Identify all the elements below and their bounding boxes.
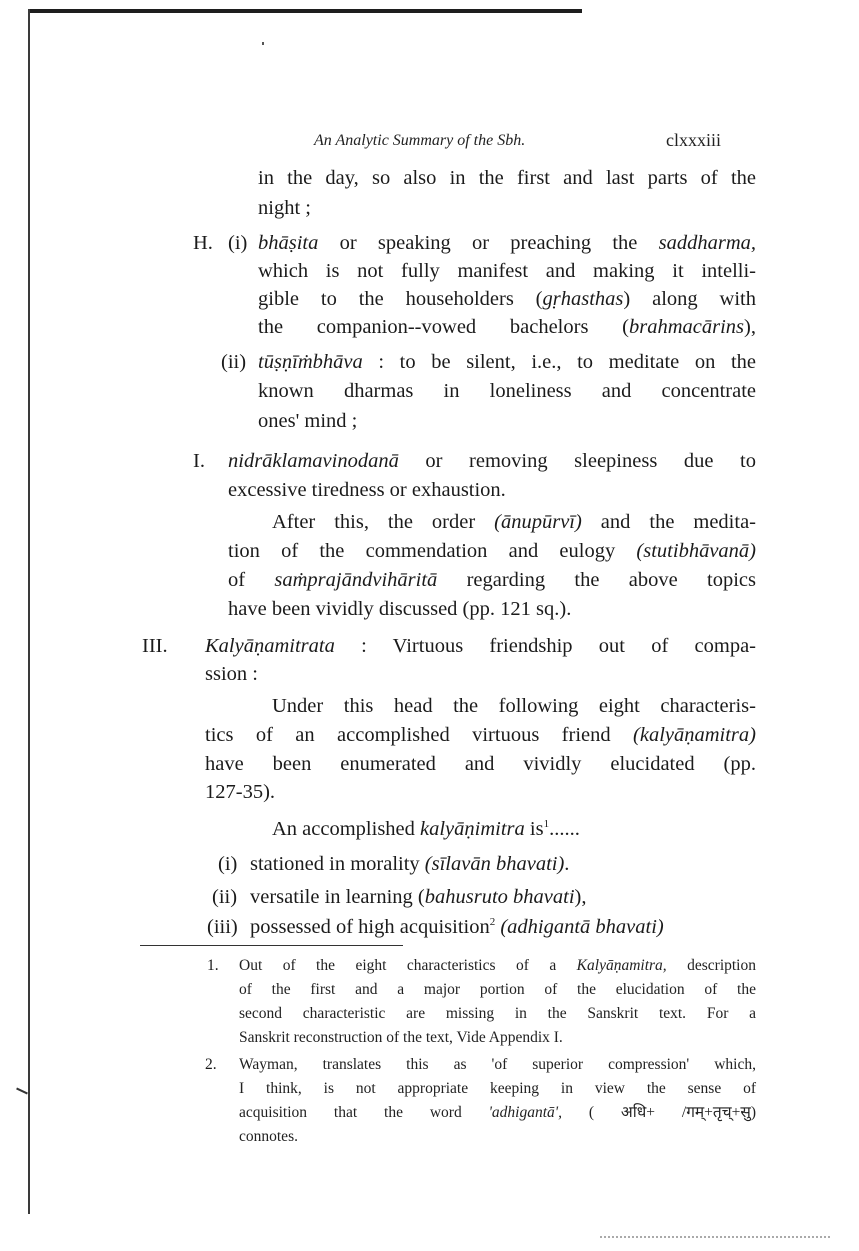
page-edge-line: [28, 9, 30, 1214]
footnote-line: connotes.: [239, 1128, 298, 1145]
body-line: Under this head the following eight characteris-: [272, 695, 756, 717]
sanskrit-term: (kalyāṇamitra): [633, 724, 756, 746]
list-item-label: (i): [218, 853, 238, 875]
footnote-label: 1.: [207, 957, 219, 974]
item-label-I: I.: [193, 450, 205, 472]
body-line: the companion--vowed bachelors (brahmacārins),: [258, 316, 756, 338]
list-item: stationed in morality (sīlavān bhavati).: [250, 853, 570, 875]
footnote-ref[interactable]: 1: [543, 818, 550, 831]
body-line: 127-35).: [205, 781, 276, 803]
devanagari-etymology: ( अधि+ /गम्+तृच्+सु): [561, 1104, 756, 1121]
scan-top-edge: [30, 9, 582, 13]
list-item: versatile in learning (bahusruto bhavati),: [250, 886, 587, 908]
body-line: have been enumerated and vividly elucidated (pp.: [205, 753, 756, 775]
footnote-line: I think, is not appropriate keeping in view the sense of: [239, 1080, 756, 1097]
sanskrit-term: 'adhigantā',: [488, 1104, 562, 1121]
body-line: which is not fully manifest and making it intelli-: [258, 260, 756, 282]
body-line: ones' mind ;: [258, 410, 358, 432]
body-line: ssion :: [205, 663, 258, 685]
sanskrit-term: saddharma,: [658, 232, 756, 254]
footnote-line: Wayman, translates this as 'of superior compression' which,: [239, 1056, 756, 1073]
sanskrit-term: (ānupūrvī): [494, 511, 582, 533]
sanskrit-term: (sīlavān bhavati): [424, 853, 565, 875]
body-line: Kalyāṇamitrata : Virtuous friendship out of compa-: [205, 635, 756, 657]
body-line: night ;: [258, 197, 311, 219]
sanskrit-term: Kalyāṇamitra,: [576, 957, 667, 974]
margin-mark: [16, 1088, 28, 1095]
footnote-label: 2.: [205, 1056, 217, 1073]
body-line: of saṁprajāndvihāritā regarding the above topics: [228, 569, 756, 591]
body-line: in the day, so also in the first and last parts of the: [258, 167, 756, 189]
body-line: tics of an accomplished virtuous friend (kalyāṇamitra): [205, 724, 756, 746]
sanskrit-term: (adhigantā bhavati): [495, 916, 664, 938]
running-header-title: An Analytic Summary of the Sbh.: [314, 132, 526, 149]
body-line: known dharmas in loneliness and concentrate: [258, 380, 756, 402]
body-line: tūṣṇīṁbhāva : to be silent, i.e., to meditate on the: [258, 351, 756, 373]
scan-bottom-noise: [600, 1236, 830, 1241]
sanskrit-term: bhāṣita: [258, 232, 319, 254]
list-item-label: (ii): [212, 886, 238, 908]
sanskrit-term: nidrāklamavinodanā: [228, 450, 399, 472]
sanskrit-term: bahusruto bhavati: [424, 886, 575, 908]
footnote-line: of the first and a major portion of the elucidation of the: [239, 981, 756, 998]
footnote-line: Out of the eight characteristics of a Kalyāṇamitra, description: [239, 957, 756, 974]
sanskrit-term: (stutibhāvanā): [636, 540, 756, 562]
body-line: excessive tiredness or exhaustion.: [228, 479, 506, 501]
body-line: gible to the householders (gṛhasthas) along with: [258, 288, 756, 310]
sanskrit-term: saṁprajāndvihāritā: [274, 569, 438, 591]
body-line: After this, the order (ānupūrvī) and the medita-: [272, 511, 756, 533]
list-item-label: (iii): [207, 916, 238, 938]
footnote-line: acquisition that the word 'adhigantā', ( अधि+ /गम्+तृच्+सु): [239, 1104, 756, 1121]
body-line: bhāṣita or speaking or preaching the saddharma,: [258, 232, 756, 254]
body-line: tion of the commendation and eulogy (stutibhāvanā): [228, 540, 756, 562]
footnote-line: Sanskrit reconstruction of the text, Vide Appendix I.: [239, 1029, 563, 1046]
subitem-label: (ii): [221, 351, 247, 373]
sanskrit-term: kalyāṇimitra: [420, 818, 525, 840]
footnote-line: second characteristic are missing in the Sanskrit text. For a: [239, 1005, 756, 1022]
list-item: possessed of high acquisition$^2$ (adhigantā bhavati): [250, 916, 664, 938]
body-line: An accomplished kalyāṇimitra $is^1$......: [272, 818, 580, 840]
sanskrit-term: tūṣṇīṁbhāva: [258, 351, 363, 373]
item-label-H: H.: [193, 232, 213, 254]
sanskrit-term: gṛhasthas: [542, 288, 624, 310]
footnote-rule: [140, 945, 403, 946]
footnote-ref[interactable]: 2: [489, 916, 496, 929]
scan-speck: [262, 42, 264, 45]
sanskrit-term: Kalyāṇamitrata: [205, 635, 335, 657]
sanskrit-term: brahmacārins: [629, 316, 745, 338]
body-line: have been vividly discussed (pp. 121 sq.).: [228, 598, 572, 620]
body-line: nidrāklamavinodanā or removing sleepiness due to: [228, 450, 756, 472]
subitem-label: (i): [228, 232, 248, 254]
page-number: clxxxiii: [666, 130, 721, 150]
item-label-III: III.: [142, 635, 168, 657]
